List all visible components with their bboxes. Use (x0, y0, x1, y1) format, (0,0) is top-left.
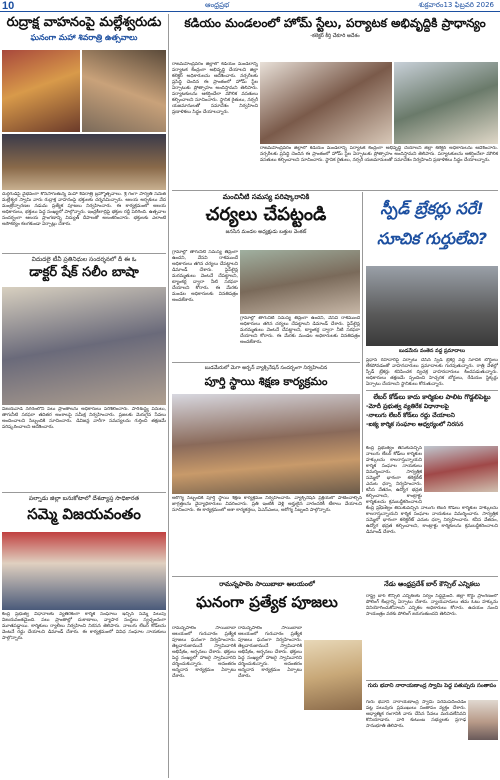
divider (2, 253, 166, 254)
newspaper-name: ఆంధ్రప్రభ (205, 1, 230, 9)
official-meeting-photo (2, 287, 166, 405)
divider (172, 362, 360, 363)
article-body: రాష్ట్ర బార్ కౌన్సిల్ ఎన్నికలకు సర్వం సిద్ధమైంది. జిల్లా కోర్టు ప్రాంగణంలో పోలింగ్ కేంద్రాన్ని ఏర్పాటు చేశారు. న్యాయవాదులు తమ ఓటు హక్కును వినియోగించుకోవాలని ఎన్నికల అధికారులు కోరారు. ఉదయం నుంచి సాయంత్రం వరకు పోలింగ్ జరుగుతుందని తెలిపారు. (366, 594, 498, 617)
page-number: 10 (2, 0, 15, 12)
divider (2, 492, 166, 493)
meeting-hall-photo (394, 62, 498, 144)
temple-idol-photo (304, 640, 362, 710)
bullet-item: -నాలుగు లేబర్ కోడ్‌లు రద్దు చేయాలని (366, 412, 455, 419)
article-body: రామన్నపాలెం సాయిబాబా ఆలయంలో గురువారం ప్రత్యేక పూజలు ఘనంగా నిర్వహించారు. తెల్లవారుజామునే స్వామివారికి అభిషేకం, అర్చనలు చేశారు. భక్తులు పెద్ద సంఖ్యలో హాజరై స్వామివారిని దర్శించుకున్నారు. అనంతరం అన్నదాన కార్యక్రమం ఏర్పాటు చేశారు. (172, 626, 236, 679)
article-water-header (172, 192, 360, 248)
devotees-photo (82, 50, 166, 132)
article-kicker: విదుదలై టీవీ ప్రతినిధుల సందర్శనలో దీ ఈ ఓ (31, 256, 137, 263)
article-body: గురు భవాని నారాయణాంద్ర స్వామి పరమపదించడం పట్ల పలువురు ప్రముఖులు సంతాపం వ్యక్తం చేశారు. ఆధ్యాత్మిక రంగానికి వారు చేసిన సేవలు మరువలేనివని కొనియాడారు. వారి కుటుంబ సభ్యులకు ప్రగాఢ సానుభూతి తెలిపారు. (366, 700, 466, 729)
guru-portrait-photo (468, 700, 498, 740)
article-kicker: పల్నాడు జిల్లా బనుకోటాలో దేశవ్యాప్త సాధికారత (28, 495, 140, 502)
article-body: కేంద్ర ప్రభుత్వం తీసుకువచ్చిన నాలుగు లేబర్ కోడ్‌లు కార్మికుల హక్కులను కాలరాస్తున్నాయని కార్మిక సంఘాల నాయకులు విమర్శించారు. సార్వత్రిక సమ్మెలో భాగంగా కలెక్టరేట్ ఎదుట ధర్నా నిర్వహించారు. కనీస వేతనం, ఉద్యోగ భద్రత కల్పించాలని, కాంట్రాక్టు కార్మికులను క్రమబద్ధీకరించాలని (366, 446, 422, 505)
bullet-item: -ఐక్య కార్మిక సంఘాల ఆధ్వర్యంలో నిరసన (366, 421, 464, 428)
water-inspection-photo (240, 250, 360, 314)
article-body-continued: కేంద్ర ప్రభుత్వం తీసుకువచ్చిన నాలుగు లేబర్ కోడ్‌లు కార్మికుల హక్కులను కాలరాస్తున్నాయని కార్మిక సంఘాల నాయకులు విమర్శించారు. సార్వత్రిక సమ్మెలో భాగంగా కలెక్టరేట్ ఎదుట ధర్నా నిర్వహించారు. కనీస వేతనం, ఉద్యోగ భద్రత కల్పించాలని, కాంట్రాక్టు కార్మికులను క్రమబద్ధీకరించాలని డిమాండ్ చేశారు. (366, 506, 498, 535)
article-labour-codes-header (366, 392, 498, 444)
strike-rally-photo (2, 532, 166, 610)
temple-crowd-photo (2, 134, 166, 190)
article-kicker: బుడమేరులో మెగా అర్బన్ వ్యాక్సినేషన్ సందర్భంగా నిర్వహించిన (204, 365, 328, 371)
article-saibaba-header (172, 578, 362, 624)
article-title: లేబర్ కోడ్‌లు కాదు కార్మికుల పాలిట గొడ్డలిపెట్టు (373, 393, 491, 401)
deity-photo (2, 50, 80, 132)
article-kadiyam-header (172, 14, 498, 62)
article-body: రాజమహేంద్రవరం జిల్లాలో కడియం మండలాన్ని పర్యాటక కేంద్రంగా అభివృద్ధి చేయాలని జిల్లా కలెక్టర్ అధికారులను ఆదేశించారు. నర్సరీలకు ప్రసిద్ధి చెందిన ఈ ప్రాంతంలో హోమ్ స్టేల ఏర్పాటుకు ప్రోత్సాహం అందిస్తామని తెలిపారు. పర్యాటకులను ఆకర్షించేలా మౌలిక వసతులు కల్పించాలని సూచించారు. స్థానిక రైతులు, నర్సరీ యజమానులతో సమావేశం నిర్వహించి ప్రణాళికలు సిద్ధం చేయాలన్నారు. (172, 62, 258, 115)
article-title: సమ్మె విజయవంతం (27, 505, 141, 523)
article-kicker: మంచినీటి సమస్య పరిష్కారానికి (222, 193, 310, 201)
article-title: ఘనంగా ప్రత్యేక పూజలు (196, 593, 338, 611)
article-title: నేడు ఆంధ్రప్రదేశ్ బార్ కౌన్సిల్ ఎన్నికలు (384, 580, 480, 588)
article-salim-basha-header (2, 255, 166, 285)
article-body: ఆరోగ్య సిబ్బందికి పూర్తి స్థాయి శిక్షణ కార్యక్రమం నిర్వహించారు. వ్యాక్సినేషన్ ప్రక్రియలో పాటించాల్సిన జాగ్రత్తలను వైద్యాధికారులు వివరించారు. ప్రతి ఇంటికి వెళ్లి అర్హులైన వారందరికీ టీకాలు వేయాలని సూచించారు. ఈ కార్యక్రమంలో ఆశా కార్యకర్తలు, ఏఎన్ఎంలు, ఆరోగ్య సిబ్బంది పాల్గొన్నారు. (172, 496, 362, 513)
article-body: ప్రధాన రహదారిపై ఏర్పాటు చేసిన స్పీడ్ బ్రేకర్ల వద్ద సూచిక బోర్డులు లేకపోవడంతో వాహనదారులు ప్రమాదాలకు గురవుతున్నారు. రాత్రి వేళల్లో స్పీడ్ బ్రేకర్లు కనిపించక ద్విచక్ర వాహనదారులు కిందపడుతున్నారు. అధికారులు తక్షణమే స్పందించి హెచ్చరిక బోర్డులు, రేడియం స్టిక్కర్లు ఏర్పాటు చేయాలని స్థానికులు కోరుతున్నారు. (366, 358, 498, 387)
bullet-item: -మోదీ ప్రభుత్వ వ్యతిరేక విధానాలపై (366, 403, 449, 410)
article-body: గ్రామాల్లో తాగునీటి సమస్య తీవ్రంగా ఉందని, వేసవి రాకముందే అధికారులు తగిన చర్యలు చేపట్టాలని డిమాండ్ చేశారు. పైప్‌లైన్ల మరమ్మతులు వెంటనే చేపట్టాలని, ట్యాంకర్ల ద్వారా నీటి సరఫరా చేయాలని కోరారు. ఈ మేరకు మండల అధికారులకు వినతిపత్రం అందజేశారు. (172, 250, 238, 303)
article-body: కేంద్ర ప్రభుత్వ విధానాలకు వ్యతిరేకంగా కార్మిక సంఘాలు ఇచ్చిన సమ్మె పిలుపు విజయవంతమైంది. పలు ప్రాంతాల్లో దుకాణాలు, వ్యాపార సంస్థలు స్వచ్ఛందంగా మూతపడ్డాయి. కార్మికులు ర్యాలీలు నిర్వహించి నిరసన తెలిపారు. నాలుగు లేబర్ కోడ్‌లను వెంటనే రద్దు చేయాలని డిమాండ్ చేశారు. ఈ కార్యక్రమంలో వివిధ సంఘాల నాయకులు పాల్గొన్నారు. (2, 612, 166, 641)
training-group-photo (172, 394, 360, 494)
article-bar-council-header (366, 578, 498, 592)
article-title: పూర్తి స్థాయి శిక్షణ కార్యక్రమం (204, 375, 328, 388)
article-obituary-header (366, 682, 498, 698)
article-title: గురు భవాని నారాయణాంద్ర స్వామి పెద్ద పతుప్పరు సంతాపం (367, 683, 497, 689)
article-kicker-wrap (366, 348, 498, 358)
divider (366, 390, 498, 391)
article-strike-header (2, 494, 166, 530)
column-divider (362, 192, 363, 492)
article-rudraksha-header (2, 14, 166, 50)
article-subtitle: -కలెక్టర్ కీర్తి చేకూరి ఆదేశం (310, 33, 360, 39)
article-subtitle: ఘనంగా మహా శివరాత్రి ఉత్సవాలు (30, 33, 138, 42)
road-photo (366, 266, 498, 346)
article-body: దుర్గగుడిపై వైభవంగా కొనసాగుతున్న మహా శివరాత్రి బ్రహ్మోత్సవాలు. శ్రీ గంగా పార్వతీ సమేత మల్లేశ్వర స్వామి వారు రుద్రాక్ష వాహనంపై భక్తులకు దర్శనమిచ్చారు. ఆలయ అర్చకులు వేద మంత్రోచ్ఛారణల నడుమ ప్రత్యేక పూజలు నిర్వహించారు. ఈ కార్యక్రమంలో ఆలయ అధికారులు, భక్తులు పెద్ద సంఖ్యలో పాల్గొన్నారు. ఇంద్రకీలాద్రిపై భక్తుల రద్దీ పెరిగింది. ఉత్సవాల సందర్భంగా ఆలయ ప్రాంగణాన్ని విద్యుత్ దీపాలతో అలంకరించారు. భక్తులకు ఎలాంటి అసౌకర్యం కలగకుండా ఏర్పాట్లు చేశారు. (2, 192, 166, 227)
article-body-continued: రామన్నపాలెం సాయిబాబా ఆలయంలో గురువారం ప్రత్యేక పూజలు ఘనంగా నిర్వహించారు. తెల్లవారుజామునే స్వామివారికి అభిషేకం, అర్చనలు చేశారు. భక్తులు పెద్ద సంఖ్యలో హాజరై స్వామివారిని దర్శించుకున్నారు. అనంతరం అన్నదాన కార్యక్రమం ఏర్పాటు చేశారు. (238, 626, 302, 679)
article-title: రుద్రాక్ష వాహనంపై మల్లేశ్వరుడు (6, 15, 162, 30)
article-title: డాక్టర్ షేక్ సలీం బాషా (29, 265, 139, 280)
article-training-header (172, 364, 360, 392)
article-kicker: రామన్నపాలెం సాయిబాబా ఆలయంలో (219, 580, 315, 588)
divider (366, 680, 498, 681)
article-body-continued: రాజమహేంద్రవరం జిల్లాలో కడియం మండలాన్ని పర్యాటక కేంద్రంగా అభివృద్ధి చేయాలని జిల్లా కలెక్టర్ అధికారులను ఆదేశించారు. నర్సరీలకు ప్రసిద్ధి చెందిన ఈ ప్రాంతంలో హోమ్ స్టేల ఏర్పాటుకు ప్రోత్సాహం అందిస్తామని తెలిపారు. పర్యాటకులను ఆకర్షించేలా మౌలిక వసతులు కల్పించాలని సూచించారు. స్థానిక రైతులు, నర్సరీ యజమానులతో సమావేశం నిర్వహించి ప్రణాళికలు సిద్ధం చేయాలన్నారు. (260, 146, 498, 163)
collector-photo (260, 62, 392, 144)
article-body-continued: గ్రామాల్లో తాగునీటి సమస్య తీవ్రంగా ఉందని, వేసవి రాకముందే అధికారులు తగిన చర్యలు చేపట్టాలని డిమాండ్ చేశారు. పైప్‌లైన్ల మరమ్మతులు వెంటనే చేపట్టాలని, ట్యాంకర్ల ద్వారా నీటి సరఫరా చేయాలని కోరారు. ఈ మేరకు మండల అధికారులకు వినతిపత్రం అందజేశారు. (240, 316, 360, 345)
issue-date: శుక్రవారం13 ఫిబ్రవరి 2026 (418, 1, 494, 9)
divider (172, 190, 498, 191)
article-body: విజయవాడ నగరంలోని పలు ప్రాంతాలను అధికారులు పరిశీలించారు. పారిశుద్ధ్య పనులు, తాగునీటి సరఫరా తదితర అంశాలపై సమీక్ష నిర్వహించారు. ప్రజలకు మెరుగైన సేవలు అందించాలని సిబ్బందికి సూచించారు. డివిజన్ల వారీగా సమస్యలను గుర్తించి తక్షణమే పరిష్కరించాలని ఆదేశించారు. (2, 407, 166, 430)
article-title: చర్యలు చేపట్టండి (205, 204, 327, 225)
protest-photo (424, 446, 498, 492)
page-header (0, 0, 500, 12)
article-speed-breaker-header (366, 194, 498, 264)
article-title: స్పీడ్ బ్రేకర్లు సరే! సూచిక గుర్తులేవి? (377, 199, 487, 248)
divider (172, 576, 498, 577)
column-divider (168, 14, 169, 778)
article-title: కడియం మండలంలో హోమ్ స్టేలు, పర్యాటక అభివృద్ధికి ప్రాధాన్యం (184, 16, 486, 30)
article-subtitle: జనసేన మండల అధ్యక్షుడు బత్తుల వెంకట్ (225, 229, 307, 235)
article-kicker: బుడమేరు వంతెన వద్ద ప్రమాదాలు (399, 348, 465, 354)
